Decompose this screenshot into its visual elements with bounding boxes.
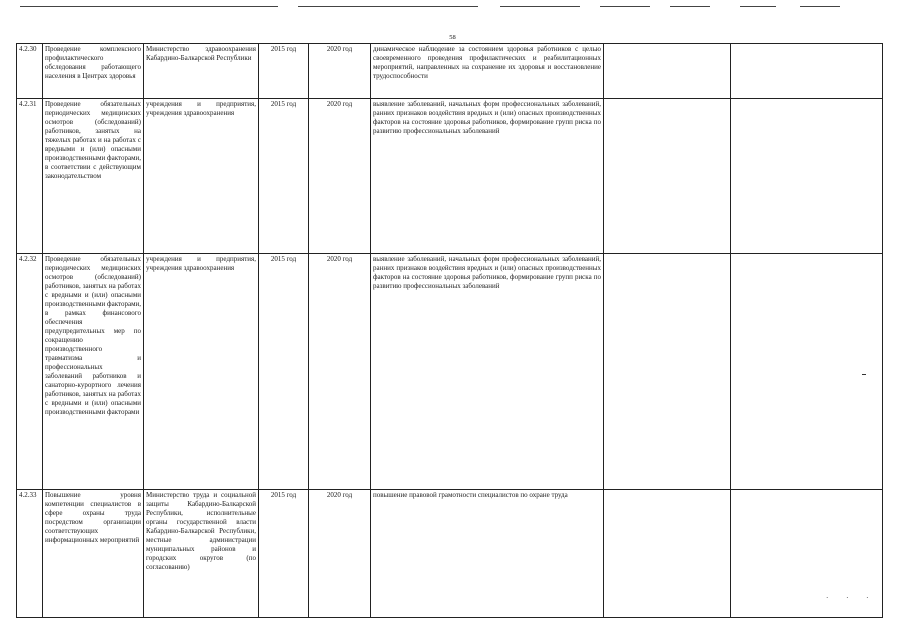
executor-cell: Министерство труда и социальной защиты Кабардино-Балкарской Республики, исполнительные органы государственной власти Кабардино-Балкарской Республики, местные администрации муниципальных районов и городских округов (по согласованию) bbox=[144, 490, 259, 618]
start-year-cell: 2015 год bbox=[259, 490, 309, 618]
end-year-cell: 2020 год bbox=[309, 490, 371, 618]
result-cell: динамическое наблюдение за состоянием здоровья работников с целью своевременного проведения профилактических и реабилитационных мероприятий, направленных на сохранение их здоровья и восстановление трудоспособности bbox=[371, 44, 604, 99]
executor-cell: Министерство здравоохранения Кабардино-Балкарской Республики bbox=[144, 44, 259, 99]
start-year-cell: 2015 год bbox=[259, 44, 309, 99]
empty-cell bbox=[731, 254, 883, 490]
empty-cell bbox=[604, 490, 731, 618]
event-cell: Проведение обязательных периодических медицинских осмотров (обследований) работников, занятых на тяжелых работах и на работах с вредными и (или) опасными производственными факторами, в соответствии с действующим законодательством bbox=[43, 99, 144, 254]
measures-table bbox=[16, 43, 883, 618]
table-row bbox=[17, 44, 883, 99]
start-year-cell: 2015 год bbox=[259, 99, 309, 254]
empty-cell bbox=[731, 99, 883, 254]
result-cell: выявление заболеваний, начальных форм профессиональных заболеваний, ранних признаков воздействия вредных и (или) опасных производственных факторов на состояние здоровья работников, формирование групп риска по развитию профессиональных заболеваний bbox=[371, 99, 604, 254]
row-number: 4.2.33 bbox=[17, 490, 43, 618]
end-year-cell: 2020 год bbox=[309, 254, 371, 490]
top-edge-line bbox=[600, 6, 650, 7]
start-year-cell: 2015 год bbox=[259, 254, 309, 490]
top-edge-line bbox=[670, 6, 710, 7]
table-row bbox=[17, 490, 883, 618]
event-cell: Проведение обязательных периодических медицинских осмотров (обследований) работников, занятых на работах с вредными и (или) опасными производственными факторами, в рамках финансового обеспечения предупредительных мер по сокращению производственного травматизма и профессиональных заболеваний работников и санаторно-курортного лечения работников, занятых на работах с вредными и (или) опасными производственными факторами bbox=[43, 254, 144, 490]
scan-artifact-marks: · · · bbox=[826, 594, 877, 602]
result-cell: повышение правовой грамотности специалистов по охране труда bbox=[371, 490, 604, 618]
table-row bbox=[17, 99, 883, 254]
end-year-cell: 2020 год bbox=[309, 99, 371, 254]
executor-cell: учреждения и предприятия, учреждения здравоохранения bbox=[144, 99, 259, 254]
row-number: 4.2.30 bbox=[17, 44, 43, 99]
executor-cell: учреждения и предприятия, учреждения здравоохранения bbox=[144, 254, 259, 490]
event-cell: Проведение комплексного профилактического обследования работающего населения в Центрах здоровья bbox=[43, 44, 144, 99]
table-row bbox=[17, 254, 883, 490]
top-edge-line bbox=[20, 6, 278, 7]
row-number: 4.2.32 bbox=[17, 254, 43, 490]
page-number: 58 bbox=[449, 34, 456, 41]
empty-cell bbox=[604, 254, 731, 490]
event-cell: Повышение уровня компетенции специалистов в сфере охраны труда посредством организации соответствующих информационных мероприятий bbox=[43, 490, 144, 618]
empty-cell bbox=[604, 44, 731, 99]
result-cell: выявление заболеваний, начальных форм профессиональных заболеваний, ранних признаков воздействия вредных и (или) опасных производственных факторов на состояние здоровья работников, формирование групп риска по развитию профессиональных заболеваний bbox=[371, 254, 604, 490]
empty-cell bbox=[731, 44, 883, 99]
empty-cell bbox=[604, 99, 731, 254]
top-edge-line bbox=[740, 6, 776, 7]
row-number: 4.2.31 bbox=[17, 99, 43, 254]
top-edge-line bbox=[800, 6, 840, 7]
top-edge-line bbox=[500, 6, 580, 7]
scan-artifact-mark bbox=[862, 374, 866, 375]
end-year-cell: 2020 год bbox=[309, 44, 371, 99]
top-edge-line bbox=[298, 6, 478, 7]
